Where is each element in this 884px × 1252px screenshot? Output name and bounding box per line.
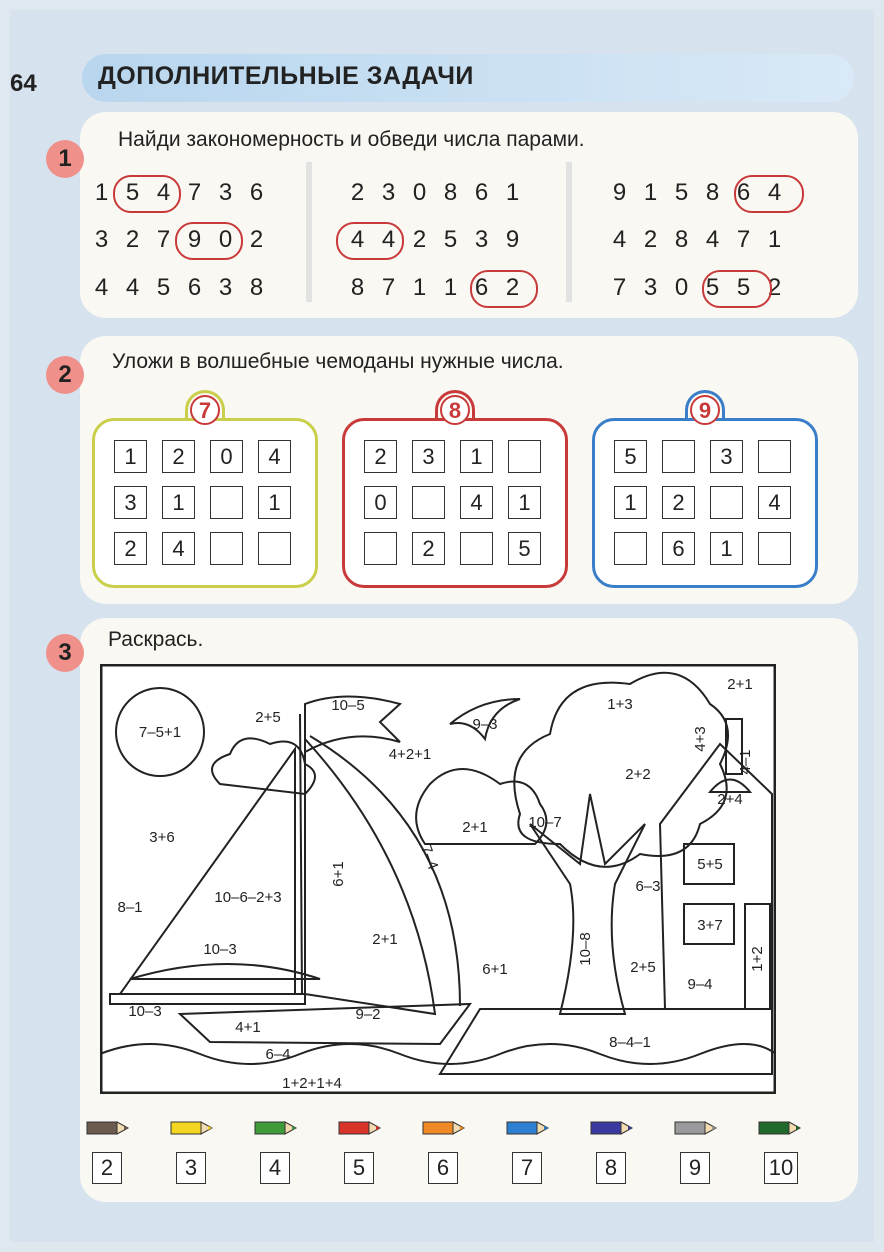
empty-cell[interactable] — [710, 486, 743, 519]
empty-cell[interactable] — [460, 532, 493, 565]
empty-cell[interactable] — [258, 532, 291, 565]
number-cell[interactable]: 4 — [258, 440, 291, 473]
expr-bush: 2+1 — [462, 819, 488, 836]
number-row — [342, 176, 528, 210]
pencil-icon — [170, 1120, 214, 1136]
empty-cell[interactable] — [662, 440, 695, 473]
expr-tree-crown: 2+2 — [625, 766, 651, 783]
empty-cell[interactable] — [758, 532, 791, 565]
pair-circle — [175, 222, 243, 260]
digit[interactable]: 4 — [350, 226, 365, 253]
empty-cell[interactable] — [614, 532, 647, 565]
expr-window2: 3+7 — [697, 917, 723, 934]
digit[interactable]: 0 — [412, 179, 427, 206]
digit[interactable]: 1 — [443, 274, 458, 301]
digit[interactable]: 3 — [643, 274, 658, 301]
digit[interactable]: 7 — [381, 274, 396, 301]
digit[interactable]: 4 — [94, 274, 109, 301]
digit[interactable]: 6 — [187, 274, 202, 301]
digit[interactable]: 5 — [736, 274, 751, 301]
expr-sail-right: 7–4 — [416, 842, 442, 873]
empty-cell[interactable] — [210, 486, 243, 519]
number-cell[interactable]: 3 — [114, 486, 147, 519]
digit[interactable]: 3 — [381, 179, 396, 206]
expr-flag: 10–5 — [331, 697, 365, 714]
expr-smoke: 2+1 — [727, 676, 753, 693]
digit[interactable]: 5 — [443, 226, 458, 253]
number-cell[interactable]: 1 — [460, 440, 493, 473]
digit[interactable]: 8 — [350, 274, 365, 301]
digit[interactable]: 7 — [612, 274, 627, 301]
expr-sun: 7–5+1 — [138, 724, 182, 741]
expr-ground-right: 2+5 — [630, 959, 656, 976]
number-cell[interactable]: 4 — [758, 486, 791, 519]
expr-tree-top: 1+3 — [607, 696, 633, 713]
expr-sail-mid: 6+1 — [330, 861, 347, 887]
digit[interactable]: 9 — [187, 226, 202, 253]
block-separator — [306, 162, 312, 302]
coloring-picture — [100, 664, 776, 1094]
digit[interactable]: 6 — [249, 179, 264, 206]
digit[interactable]: 8 — [705, 179, 720, 206]
expr-hull-top: 9–2 — [355, 1006, 381, 1023]
task2-instruction: Уложи в волшебные чемоданы нужные числа. — [112, 350, 564, 373]
number-cell[interactable]: 2 — [162, 440, 195, 473]
number-cell[interactable]: 0 — [364, 486, 397, 519]
color-number-box: 2 — [92, 1152, 122, 1184]
pencil-icon — [86, 1120, 130, 1136]
number-cell[interactable]: 1 — [258, 486, 291, 519]
digit[interactable]: 5 — [156, 274, 171, 301]
number-cell[interactable]: 2 — [364, 440, 397, 473]
digit[interactable]: 4 — [612, 226, 627, 253]
task3-instruction: Раскрась. — [108, 628, 204, 651]
number-cell[interactable]: 5 — [614, 440, 647, 473]
task2-number: 2 — [46, 356, 84, 394]
pencil-icon — [506, 1120, 550, 1136]
number-row — [86, 271, 272, 305]
digit[interactable]: 0 — [674, 274, 689, 301]
expr-hull: 4+1 — [235, 1019, 261, 1036]
pair-circle — [702, 270, 772, 308]
number-cell[interactable]: 0 — [210, 440, 243, 473]
digit[interactable]: 7 — [736, 226, 751, 253]
expr-trunk: 10–8 — [577, 932, 594, 966]
number-cell[interactable]: 3 — [412, 440, 445, 473]
page-title: ДОПОЛНИТЕЛЬНЫЕ ЗАДАЧИ — [98, 62, 474, 90]
digit[interactable]: 7 — [156, 226, 171, 253]
block-separator — [566, 162, 572, 302]
expr-tree-left: 10–7 — [528, 814, 562, 831]
color-number-box: 7 — [512, 1152, 542, 1184]
color-number-box: 5 — [344, 1152, 374, 1184]
expr-wall: 9–4 — [687, 976, 713, 993]
number-cell[interactable]: 3 — [710, 440, 743, 473]
pencil-icon — [590, 1120, 634, 1136]
digit[interactable]: 8 — [674, 226, 689, 253]
digit[interactable]: 2 — [767, 274, 782, 301]
task3-number: 3 — [46, 634, 84, 672]
digit[interactable]: 4 — [705, 226, 720, 253]
digit[interactable]: 6 — [736, 179, 751, 206]
number-cell[interactable]: 1 — [508, 486, 541, 519]
digit[interactable]: 9 — [612, 179, 627, 206]
expr-sky-top: 2+5 — [255, 709, 281, 726]
digit[interactable]: 3 — [94, 226, 109, 253]
number-cell[interactable]: 4 — [162, 532, 195, 565]
expr-bird: 9–3 — [472, 716, 498, 733]
pencil-icon — [422, 1120, 466, 1136]
color-number-box: 10 — [764, 1152, 798, 1184]
expr-water: 1+2+1+4 — [282, 1075, 342, 1092]
expr-ground-left: 6+1 — [482, 961, 508, 978]
digit[interactable]: 2 — [505, 274, 520, 301]
expr-sky-mid: 4+2+1 — [388, 746, 432, 763]
digit[interactable]: 1 — [94, 179, 109, 206]
number-cell[interactable]: 5 — [508, 532, 541, 565]
pencil-icon — [254, 1120, 298, 1136]
expr-attic: 2+4 — [717, 791, 743, 808]
color-number-box: 9 — [680, 1152, 710, 1184]
color-number-box: 3 — [176, 1152, 206, 1184]
digit[interactable]: 2 — [125, 226, 140, 253]
expr-left-sky: 8–1 — [117, 899, 143, 916]
digit[interactable]: 6 — [474, 179, 489, 206]
pencil-icon — [338, 1120, 382, 1136]
color-number-box: 8 — [596, 1152, 626, 1184]
digit[interactable]: 5 — [674, 179, 689, 206]
digit[interactable]: 4 — [767, 179, 782, 206]
expr-cloud: 3+6 — [149, 829, 175, 846]
pair-circle — [113, 175, 181, 213]
expr-door: 1+2 — [749, 946, 766, 972]
pair-circle — [734, 175, 804, 213]
empty-cell[interactable] — [758, 440, 791, 473]
empty-cell[interactable] — [364, 532, 397, 565]
empty-cell[interactable] — [508, 440, 541, 473]
digit[interactable]: 1 — [412, 274, 427, 301]
pencil-icon — [674, 1120, 718, 1136]
number-row — [604, 223, 790, 257]
empty-cell[interactable] — [210, 532, 243, 565]
suitcase-target-number: 9 — [690, 395, 720, 425]
digit[interactable]: 2 — [412, 226, 427, 253]
number-cell[interactable]: 1 — [114, 440, 147, 473]
digit[interactable]: 6 — [474, 274, 489, 301]
digit[interactable]: 1 — [505, 179, 520, 206]
expr-trunk-side: 6–3 — [635, 878, 661, 895]
expr-sail-main: 10–6–2+3 — [214, 889, 282, 906]
number-cell[interactable]: 4 — [460, 486, 493, 519]
digit[interactable]: 1 — [767, 226, 782, 253]
expr-deck-left: 10–3 — [128, 1003, 162, 1020]
digit[interactable]: 9 — [505, 226, 520, 253]
digit[interactable]: 2 — [249, 226, 264, 253]
pair-circle — [470, 270, 538, 308]
expr-window1: 5+5 — [697, 856, 723, 873]
digit[interactable]: 2 — [350, 179, 365, 206]
digit[interactable]: 2 — [643, 226, 658, 253]
pencil-icon — [758, 1120, 802, 1136]
number-cell[interactable]: 2 — [412, 532, 445, 565]
expr-water-top: 6–4 — [265, 1046, 291, 1063]
suitcase-target-number: 8 — [440, 395, 470, 425]
digit[interactable]: 4 — [125, 274, 140, 301]
digit[interactable]: 0 — [218, 226, 233, 253]
digit[interactable]: 7 — [187, 179, 202, 206]
digit[interactable]: 5 — [705, 274, 720, 301]
suitcase-target-number: 7 — [190, 395, 220, 425]
digit[interactable]: 4 — [381, 226, 396, 253]
expr-boom: 10–3 — [203, 941, 237, 958]
expr-chimney: 4+3 — [692, 726, 709, 752]
expr-sail-lower: 2+1 — [372, 931, 398, 948]
color-number-box: 6 — [428, 1152, 458, 1184]
empty-cell[interactable] — [412, 486, 445, 519]
digit[interactable]: 5 — [125, 179, 140, 206]
number-cell[interactable]: 1 — [614, 486, 647, 519]
task1-instruction: Найди закономерность и обведи числа парами. — [118, 128, 585, 151]
color-number-box: 4 — [260, 1152, 290, 1184]
expr-shore: 8–4–1 — [609, 1034, 651, 1051]
digit[interactable]: 1 — [643, 179, 658, 206]
expr-roof-side: 4–1 — [737, 749, 754, 775]
number-cell[interactable]: 2 — [114, 532, 147, 565]
digit[interactable]: 3 — [474, 226, 489, 253]
page-number: 64 — [10, 70, 37, 97]
digit[interactable]: 3 — [218, 179, 233, 206]
number-cell[interactable]: 2 — [662, 486, 695, 519]
digit[interactable]: 4 — [156, 179, 171, 206]
task1-number: 1 — [46, 140, 84, 178]
number-cell[interactable]: 1 — [162, 486, 195, 519]
number-cell[interactable]: 1 — [710, 532, 743, 565]
digit[interactable]: 3 — [218, 274, 233, 301]
pair-circle — [336, 222, 404, 260]
digit[interactable]: 8 — [249, 274, 264, 301]
digit[interactable]: 8 — [443, 179, 458, 206]
number-cell[interactable]: 6 — [662, 532, 695, 565]
